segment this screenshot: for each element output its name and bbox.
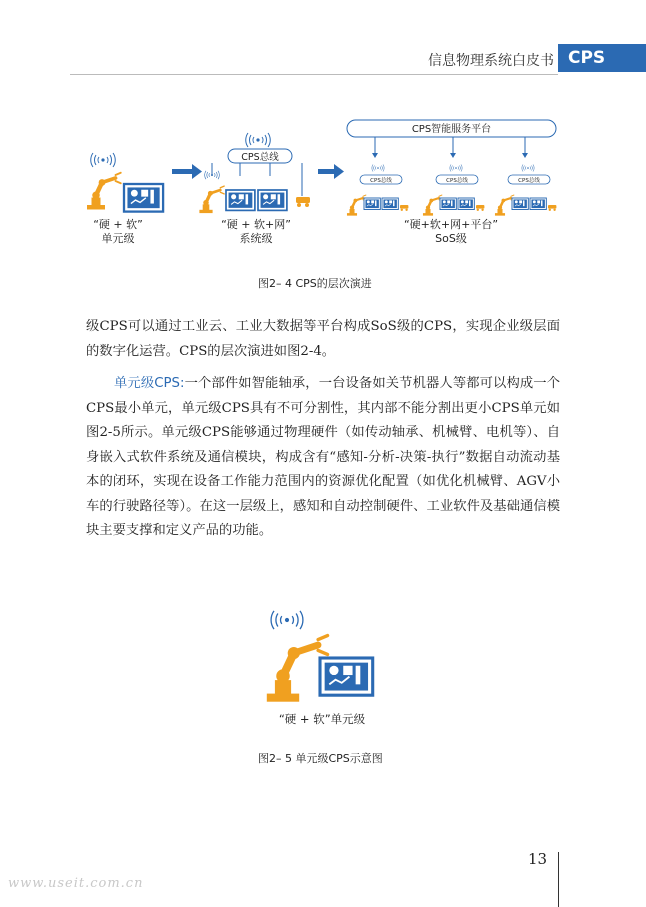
cps-bus-small-label: CPS总线 [518,178,540,184]
figure-2-5-graphic [267,611,373,702]
robot-arm-icon [87,173,121,210]
mini-unit-icon [495,195,546,216]
robot-arm-icon [267,636,328,702]
page-divider [558,852,559,907]
agv-cart-icon [400,205,408,211]
body-paragraph-2 [86,372,560,544]
system-level-group [199,133,310,213]
body-paragraph-1: 级CPS可以通过工业云、工业大数据等平台构成SoS级的CPS，实现企业级层面的数字化运营。CPS的层次演进如图2-4。 [86,319,560,359]
unit-level-line2: 单元级 [101,232,135,245]
sos-level-line2: SoS级 [435,232,467,245]
mini-unit-icon [347,195,398,216]
sos-level-label [396,218,506,246]
system-level-line2: 系统级 [239,232,273,245]
software-screen-icon [258,190,287,210]
arrow-right-icon [318,164,344,179]
agv-cart-icon [548,205,556,211]
wifi-signal-icon [450,165,462,172]
cps-bus-small-label: CPS总线 [446,178,468,184]
wifi-signal-icon [372,165,384,172]
body-paragraph-2-text: 一个部件如智能轴承，一台设备如关节机器人等都可以构成一个CPS最小单元，单元级CPS具有不可分割性，其内部不能分割出更小CPS单元如图2-5所示。单元级CPS能够通过物理硬件（如传动轴承、机械臂、电机等）、自身嵌入式软件系统及通信模块，构成含有“感知-分析-决策-执行”数据自动流动基本的闭环，实现在设备工作能力范围内的资源优化配置（如优化机械臂、AGV小车的行驶路径等）。在这一层级上，感知和自动控制硬件、工业软件及基础通信模块主要支撑和定义产品的功能。 [86,376,560,538]
agv-cart-icon [476,205,484,211]
figure-2-5-caption: 图2– 5 单元级CPS示意图 [258,752,383,765]
wifi-signal-icon [271,611,303,629]
wifi-signal-icon [522,165,534,172]
header-badge: CPS [558,44,646,72]
robot-arm-icon [199,186,224,213]
wifi-signal-icon [91,153,116,167]
figure-2-5-label: “硬 + 软”单元级 [278,712,366,726]
software-screen-icon [320,658,373,695]
cps-platform-label: CPS智能服务平台 [411,124,492,135]
header-title: 信息物理系统白皮书 [428,53,554,69]
software-screen-icon [124,184,163,212]
cps-bus-small-label: CPS总线 [370,178,392,184]
unit-level-cps-heading: 单元级CPS: [114,376,185,391]
unit-level-group [87,153,163,212]
agv-cart-icon [296,197,310,207]
wifi-signal-icon [246,133,271,147]
system-level-label [214,218,298,246]
unit-level-label [82,218,154,246]
cps-bus-label: CPS总线 [241,152,279,163]
sos-level-line1: “硬+软+网+平台” [403,218,499,231]
figure-2-4-caption: 图2– 4 CPS的层次演进 [258,277,372,290]
page-number: 13 [528,850,548,868]
software-screen-icon [226,190,255,210]
system-level-line1: “硬 + 软+网” [221,218,291,231]
arrow-right-icon [172,164,202,179]
mini-unit-icon [423,195,474,216]
watermark: www.useit.com.cn [8,876,144,891]
unit-level-line1: “硬 + 软” [93,218,143,231]
